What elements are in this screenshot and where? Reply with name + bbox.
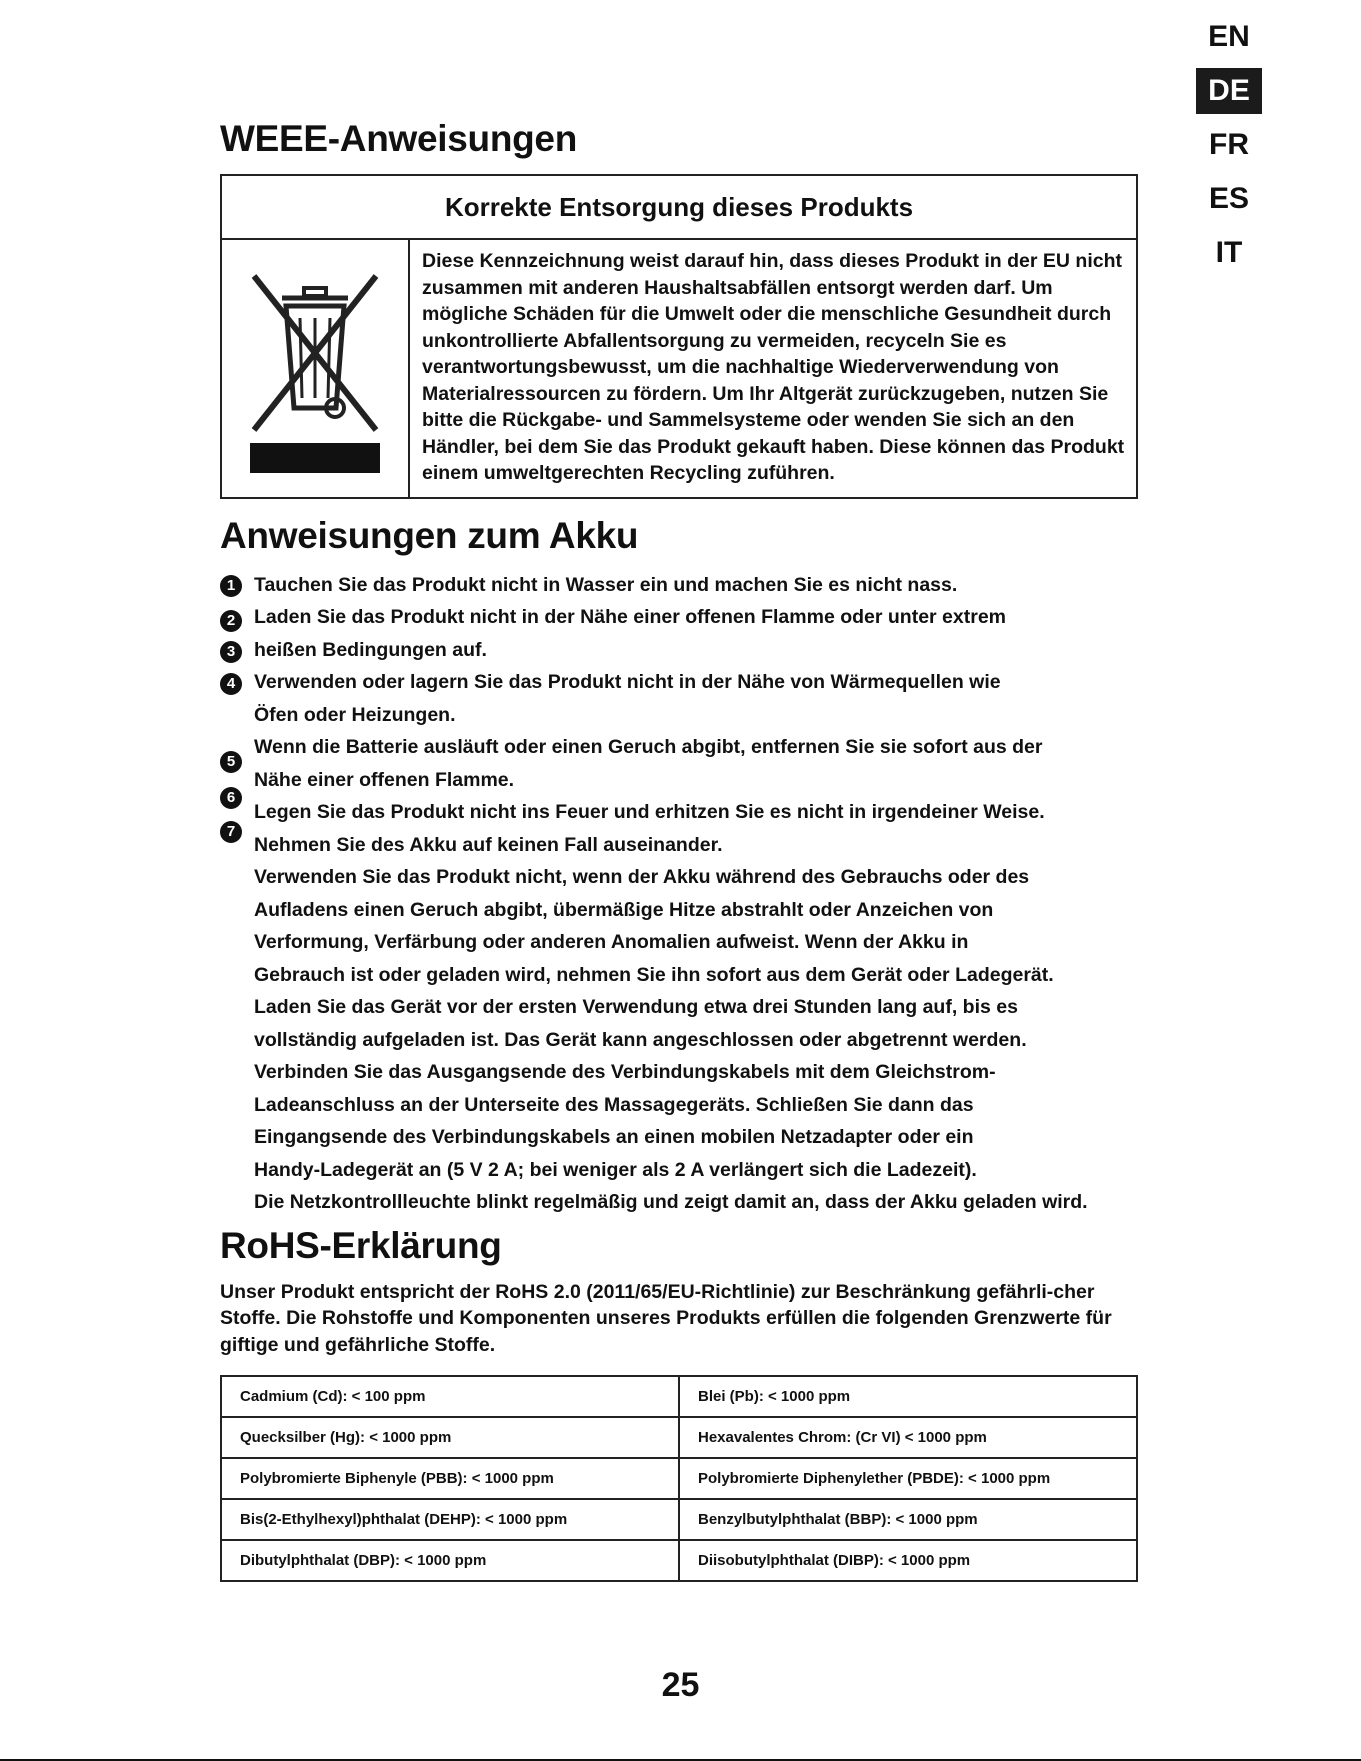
table-row: [221, 1417, 1137, 1458]
number-badge-2: 2: [220, 610, 242, 632]
table-cell: Polybromierte Biphenyle (PBB): < 1000 ppm: [221, 1458, 679, 1499]
table-row: [221, 1540, 1137, 1581]
akku-line: Legen Sie das Produkt nicht ins Feuer und erhitzen Sie es nicht in irgendeiner Weise.: [254, 801, 1045, 823]
akku-line: Verformung, Verfärbung oder anderen Anomalien aufweist. Wenn der Akku in: [254, 931, 969, 953]
number-badge-6: 6: [220, 787, 242, 809]
page-number: 25: [661, 1666, 700, 1704]
table-cell: Cadmium (Cd): < 100 ppm: [221, 1376, 679, 1417]
akku-line: Verbinden Sie das Ausgangsende des Verbindungskabels mit dem Gleichstrom-: [254, 1061, 996, 1083]
akku-line: Ladeanschluss an der Unterseite des Massagegeräts. Schließen Sie dann das: [254, 1093, 974, 1116]
akku-text: [254, 569, 1138, 1219]
weee-box: [220, 174, 1138, 499]
akku-line: Aufladens einen Geruch abgibt, übermäßige Hitze abstrahlt oder Anzeichen von: [254, 898, 994, 921]
weee-icon-cell: [222, 240, 410, 497]
lang-fr[interactable]: FR: [1209, 128, 1249, 161]
akku-line: heißen Bedingungen auf.: [254, 638, 487, 661]
weee-text: Diese Kennzeichnung weist darauf hin, dass dieses Produkt in der EU nicht zusammen mit anderen Haushaltsabfällen entsorgt werden darf. Um mögliche Schäden für die Umwelt oder die menschliche Gesundheit durch unkontrollierte Abfallentsorgung zu vermeiden, recyceln Sie es verantwortungsbewusst, um die nachhaltige Wiederverwendung von Materialressourcen zu fördern. Um Ihr Altgerät zurückzugeben, nutzen Sie bitte die Rückgabe- und Sammelsysteme oder wenden Sie sich an den Händler, bei dem Sie das Produkt gekauft haben. Diese können das Produkt einem umweltgerechten Recycling zuführen.: [422, 250, 1125, 484]
table-cell: Hexavalentes Chrom: (Cr VI) < 1000 ppm: [679, 1417, 1137, 1458]
table-cell: Quecksilber (Hg): < 1000 ppm: [221, 1417, 679, 1458]
akku-line: Öfen oder Heizungen.: [254, 703, 456, 726]
akku-line: vollständig aufgeladen ist. Das Gerät kann angeschlossen oder abgetrennt werden.: [254, 1028, 1027, 1051]
number-badge-3: 3: [220, 641, 242, 663]
table-cell: Blei (Pb): < 1000 ppm: [679, 1376, 1137, 1417]
number-badge-7: 7: [220, 821, 242, 843]
table-row: [221, 1458, 1137, 1499]
lang-de[interactable]: DE: [1196, 68, 1262, 114]
akku-line: Laden Sie das Produkt nicht in der Nähe einer offenen Flamme oder unter extrem: [254, 606, 1007, 628]
akku-instructions: [220, 569, 1138, 1219]
akku-line: Tauchen Sie das Produkt nicht in Wasser ein und machen Sie es nicht nass.: [254, 573, 958, 596]
number-badge-1: 1: [220, 575, 242, 597]
weee-box-heading: Korrekte Entsorgung dieses Produkts: [222, 176, 1136, 240]
table-row: [221, 1499, 1137, 1540]
lang-it[interactable]: IT: [1215, 236, 1243, 269]
akku-line: Nehmen Sie des Akku auf keinen Fall auseinander.: [254, 833, 723, 856]
number-badge-4: 4: [220, 673, 242, 695]
akku-line: Handy-Ladegerät an (5 V 2 A; bei weniger als 2 A verlängert sich die Ladezeit).: [254, 1158, 977, 1181]
table-cell: Benzylbutylphthalat (BBP): < 1000 ppm: [679, 1499, 1137, 1540]
table-cell: Diisobutylphthalat (DIBP): < 1000 ppm: [679, 1540, 1137, 1581]
akku-line: Die Netzkontrollleuchte blinkt regelmäßig und zeigt damit an, dass der Akku geladen wird.: [254, 1191, 1088, 1213]
crossed-out-wheelie-bin-icon: [240, 258, 390, 478]
number-badge-5: 5: [220, 751, 242, 773]
rohs-limits-table: [220, 1375, 1138, 1582]
akku-line: Gebrauch ist oder geladen wird, nehmen Sie ihn sofort aus dem Gerät oder Ladegerät.: [254, 963, 1054, 986]
akku-line: Eingangsende des Verbindungskabels an einen mobilen Netzadapter oder ein: [254, 1126, 974, 1148]
akku-line: Nähe einer offenen Flamme.: [254, 768, 515, 791]
akku-line: Verwenden oder lagern Sie das Produkt nicht in der Nähe von Wärmequellen wie: [254, 671, 1001, 693]
table-cell: Polybromierte Diphenylether (PBDE): < 1000 ppm: [679, 1458, 1137, 1499]
akku-line: Verwenden Sie das Produkt nicht, wenn der Akku während des Gebrauchs oder des: [254, 866, 1030, 888]
table-row: [221, 1376, 1137, 1417]
lang-es[interactable]: ES: [1208, 182, 1250, 215]
table-cell: Dibutylphthalat (DBP): < 1000 ppm: [221, 1540, 679, 1581]
akku-line: Wenn die Batterie ausläuft oder einen Geruch abgibt, entfernen Sie sie sofort aus der: [254, 736, 1043, 758]
page-content: [220, 118, 1138, 1582]
weee-title: WEEE-Anweisungen: [220, 118, 577, 159]
akku-line: Laden Sie das Gerät vor der ersten Verwendung etwa drei Stunden lang auf, bis es: [254, 996, 1018, 1018]
language-nav: [1196, 14, 1262, 284]
rohs-title: RoHS-Erklärung: [220, 1224, 502, 1266]
akku-title: Anweisungen zum Akku: [220, 514, 639, 556]
table-cell: Bis(2-Ethylhexyl)phthalat (DEHP): < 1000 ppm: [221, 1499, 679, 1540]
lang-en[interactable]: EN: [1208, 20, 1250, 53]
weee-box-body: [222, 240, 1136, 497]
rohs-intro: Unser Produkt entspricht der RoHS 2.0 (2011/65/EU-Richtlinie) zur Beschränkung gefährli-cher Stoffe. Die Rohstoffe und Komponenten unseres Produkts erfüllen die folgenden Grenzwerte für giftige und gefährliche Stoffe.: [220, 1280, 1112, 1356]
